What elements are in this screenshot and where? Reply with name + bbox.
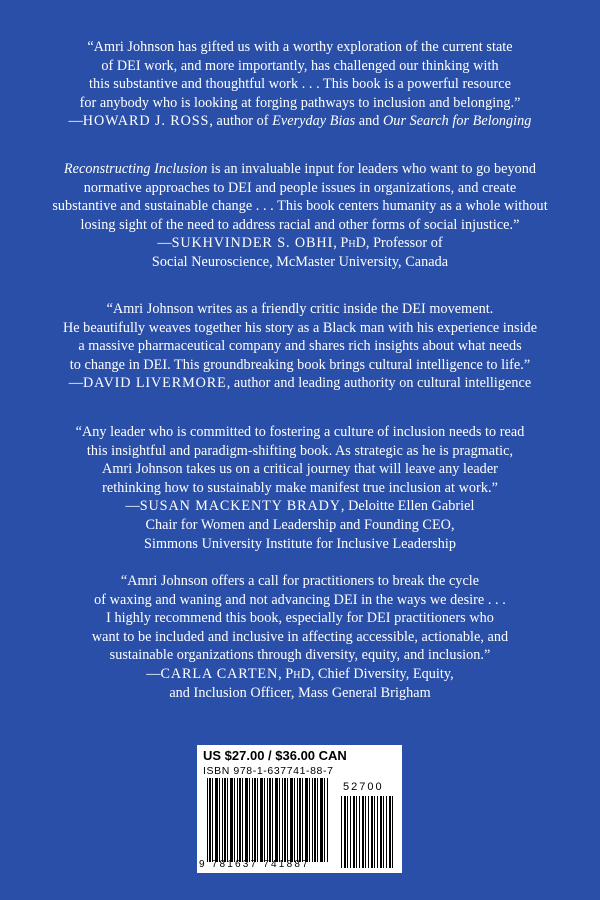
endorsement-david-livermore (30, 300, 570, 393)
endorser-name: DAVID LIVERMORE (83, 375, 227, 392)
endorsement-quote (30, 38, 570, 112)
endorsement-howard-ross (30, 38, 570, 131)
quote-line: rethinking how to sustainably make manifest true inclusion at work.” (102, 479, 498, 496)
quote-line: substantive and sustainable change . . . This book centers humanity as a whole without (52, 198, 548, 215)
endorsement-quote (30, 423, 570, 497)
barcode-panel (197, 745, 402, 873)
book-title: Our Search for Belonging (383, 113, 532, 130)
quote-line: of DEI work, and more importantly, has challenged our thinking with (101, 57, 499, 74)
quote-line: “Amri Johnson has gifted us with a worthy exploration of the current state (87, 39, 513, 55)
isbn-label: ISBN 978-1-637741-88-7 (203, 765, 334, 777)
attribution-line: Simmons University Institute for Inclusive Leadership (144, 535, 456, 552)
quote-line: Amri Johnson takes us on a critical journey that will leave any leader (102, 461, 498, 478)
attribution-text: , author and leading authority on cultural intelligence (226, 375, 532, 392)
price-addon-number: 52700 (343, 781, 384, 793)
degree: PhD (340, 235, 366, 252)
attribution-line: Social Neuroscience, McMaster University, Canada (151, 253, 449, 270)
price-label: US $27.00 / $36.00 CAN (203, 748, 347, 763)
ean-barcode (207, 778, 329, 862)
quote-line: sustainable organizations through diversity, equity, and inclusion.” (109, 647, 491, 664)
attribution-text: , Professor of (365, 235, 443, 252)
quote-line: He beautifully weaves together his story as a Black man with his experience inside (62, 319, 538, 336)
quote-line: for anybody who is looking at forging pathways to inclusion and belonging.” (79, 94, 521, 111)
quote-line: is an invaluable input for leaders who want to go beyond (207, 161, 537, 177)
endorsement-attribution (30, 234, 570, 271)
endorser-name: SUSAN MACKENTY BRADY (139, 498, 341, 515)
quote-line: “Amri Johnson writes as a friendly critic inside the DEI movement. (106, 301, 494, 317)
book-title: Reconstructing Inclusion (63, 161, 208, 177)
endorser-name: SUKHVINDER S. OBHI (171, 235, 334, 252)
attribution-line: and Inclusion Officer, Mass General Brigham (169, 684, 431, 701)
quote-line: losing sight of the need to address racial and other forms of social injustice.” (80, 216, 520, 233)
quote-line: this insightful and paradigm-shifting book. As strategic as he is pragmatic, (86, 442, 514, 459)
endorsement-attribution (30, 374, 570, 393)
endorsement-quote (30, 572, 570, 665)
attribution-text: , Chief Diversity, Equity, (310, 665, 454, 682)
quote-line: “Any leader who is committed to fostering a culture of inclusion needs to read (75, 424, 525, 440)
endorsement-quote (30, 160, 570, 234)
em-dash: — (146, 665, 161, 682)
attribution-text: , author of (209, 113, 273, 130)
endorsement-attribution (30, 112, 570, 131)
endorsement-sukhvinder-obhi (30, 160, 570, 272)
endorser-name: CARLA CARTEN (160, 665, 279, 682)
em-dash: — (157, 235, 172, 252)
book-title: Everyday Bias (272, 113, 356, 130)
em-dash: — (125, 498, 140, 515)
quote-line: a massive pharmaceutical company and shares rich insights about what needs (78, 338, 522, 355)
quote-line: “Amri Johnson offers a call for practitioners to break the cycle (120, 573, 480, 589)
endorsement-carla-carten (30, 572, 570, 702)
em-dash: — (68, 113, 83, 130)
endorser-name: HOWARD J. ROSS (82, 113, 210, 130)
quote-line: normative approaches to DEI and people issues in organizations, and create (83, 179, 517, 196)
attribution-text: , Deloitte Ellen Gabriel (340, 498, 475, 515)
attribution-text: , (333, 235, 341, 252)
attribution-line: Chair for Women and Leadership and Founding CEO, (145, 516, 455, 533)
endorsement-attribution (30, 497, 570, 553)
quote-line: of waxing and waning and not advancing DEI in the ways we desire . . . (94, 591, 506, 608)
quote-line: this substantive and thoughtful work . . . This book is a powerful resource (89, 76, 511, 93)
quote-line: to change in DEI. This groundbreaking book brings cultural intelligence to life.” (69, 356, 531, 373)
attribution-text: and (355, 113, 383, 130)
quote-line: I highly recommend this book, especially for DEI practitioners who (106, 610, 494, 627)
ean-number: 9 781637 741887 (199, 859, 310, 870)
attribution-text: , (278, 665, 286, 682)
degree: PhD (285, 665, 311, 682)
endorsement-susan-mackenty-brady (30, 423, 570, 553)
endorsement-attribution (30, 665, 570, 702)
price-addon-barcode (341, 796, 395, 868)
endorsement-quote (30, 300, 570, 374)
em-dash: — (68, 375, 83, 392)
quote-line: want to be included and inclusive in affecting accessible, actionable, and (91, 628, 509, 645)
